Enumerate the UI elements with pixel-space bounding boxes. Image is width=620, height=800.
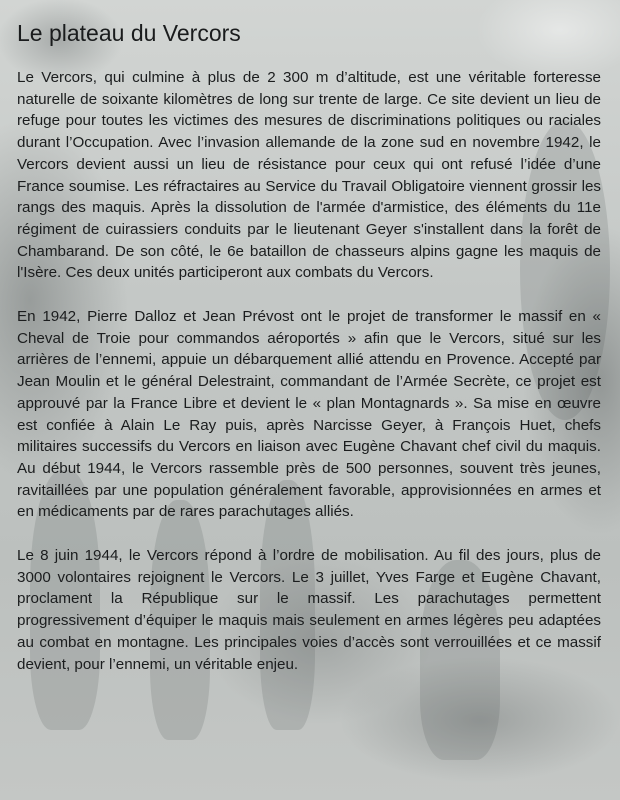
panel-content xyxy=(17,16,601,697)
paragraph-mobilisation: Le 8 juin 1944, le Vercors répond à l’ordre de mobilisation. Au fil des jours, plus de 3000 volontaires rejoignent le Vercors. Le 3 juillet, Yves Farge et Eugène Chavant, proclament la République sur le massif. Les parachutages permettent progressivement d’équiper le maquis mais seulement en armes légères peu adaptées au combat en montagne. Les principales voies d’accès sont verrouillées et ce massif devient, pour l’ennemi, un véritable enjeu. xyxy=(17,547,601,673)
paragraph-plan-montagnards: En 1942, Pierre Dalloz et Jean Prévost ont le projet de transformer le massif en « Cheval de Troie pour commandos aéroportés » afin que le Vercors, situé sur les arrières de l’ennemi, appuie un débarquement allié attendu en Provence. Accepté par Jean Moulin et le général Delestraint, commandant de l’Armée Secrète, ce projet est approuvé par la France Libre et devient le « plan Montagnards ». Sa mise en œuvre est confiée à Alain Le Ray puis, après Narcisse Geyer, à François Huet, chefs militaires successifs du Vercors en liaison avec Eugène Chavant chef civil du maquis. Au début 1944, le Vercors rassemble près de 500 personnes, souvent très jeunes, ravitaillées par une population généralement favorable, approvisionnées en armes et en médicaments par de rares parachutages alliés. xyxy=(17,308,601,521)
paragraph-refuge: Le Vercors, qui culmine à plus de 2 300 m d’altitude, est une véritable forteresse naturelle de soixante kilomètres de long sur trente de large. Ce site devient un lieu de refuge pour toutes les victimes des mesures de discriminations politiques ou raciales durant l’Occupation. Avec l’invasion allemande de la zone sud en novembre 1942, le Vercors devient aussi un lieu de résistance pour ceux qui ont refusé l’idée d’une France soumise. Les réfractaires au Service du Travail Obligatoire viennent grossir les rangs des maquis. Après la dissolution de l'armée d'armistice, des éléments du 11e régiment de cuirassiers conduits par le lieutenant Geyer s'installent dans la forêt de Chambarand. De son côté, le 6e bataillon de chasseurs alpins gagne les maquis de l'Isère. Ces deux unités participeront aux combats du Vercors. xyxy=(17,69,601,282)
panel-title: Le plateau du Vercors xyxy=(17,20,241,46)
